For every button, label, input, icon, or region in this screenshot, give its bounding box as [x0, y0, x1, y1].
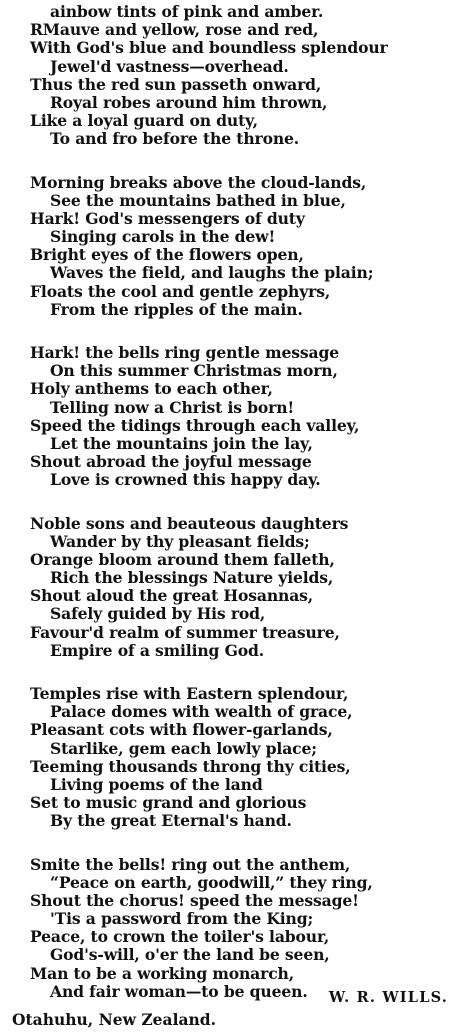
- poem-line: ainbow tints of pink and amber.: [50, 2, 324, 21]
- stanza-gap: [0, 831, 454, 856]
- poem-line: Let the mountains join the lay,: [50, 433, 313, 453]
- poem-line: Favour'd realm of summer treasure,: [30, 622, 340, 642]
- poem-line: God's-will, o'er the land be seen,: [50, 945, 330, 965]
- stanza: [0, 344, 454, 490]
- poem-line: See the mountains bathed in blue,: [50, 190, 346, 210]
- stanza: [0, 174, 454, 320]
- poem-line: Morning breaks above the cloud-lands,: [30, 172, 367, 192]
- poem-line: By the great Eternal's hand.: [50, 811, 292, 831]
- place-line: Otahuhu, New Zealand.: [12, 1010, 216, 1029]
- poem-line: Set to music grand and glorious: [30, 793, 307, 813]
- poem-line: Orange bloom around them falleth,: [30, 549, 335, 569]
- poem-line: Holy anthems to each other,: [30, 379, 273, 399]
- poem-line: Smite the bells! ring out the anthem,: [30, 854, 351, 874]
- stanza-gap: [0, 490, 454, 515]
- poem-line: Singing carols in the dew!: [50, 227, 276, 247]
- poem-line: Speed the tidings through each valley,: [30, 415, 360, 435]
- poem-line: Love is crowned this happy day.: [50, 470, 321, 490]
- poem-line: 'Tis a password from the King;: [50, 909, 314, 929]
- poem-line: Teeming thousands throng thy cities,: [30, 756, 351, 776]
- stanza: [0, 3, 454, 149]
- poem-body: [0, 3, 454, 1001]
- poem-line: Telling now a Christ is born!: [50, 397, 295, 417]
- poem-line: Peace, to crown the toiler's labour,: [30, 927, 330, 947]
- stanza-gap: [0, 319, 454, 344]
- poem-line: Noble sons and beauteous daughters: [30, 513, 349, 533]
- poem-line: Man to be a working monarch,: [30, 963, 295, 983]
- poem-line: Palace domes with wealth of grace,: [50, 702, 353, 722]
- poem-line: From the ripples of the main.: [50, 299, 303, 319]
- poem-line: Thus the red sun passeth onward,: [30, 74, 322, 94]
- poem-line: Jewel'd vastness—overhead.: [50, 56, 289, 76]
- poem-line: And fair woman—to be queen.: [50, 981, 308, 1001]
- poem-line: RMauve and yellow, rose and red,: [30, 20, 319, 40]
- poem-line: To and fro before the throne.: [50, 129, 300, 149]
- poem-line: Living poems of the land: [50, 774, 263, 794]
- poem-line: “Peace on earth, goodwill,” they ring,: [50, 872, 373, 892]
- poem-line: Wander by thy pleasant fields;: [50, 531, 310, 551]
- poem-line: Hark! God's messengers of duty: [30, 208, 305, 228]
- author-signature: W. R. WILLS.: [328, 989, 448, 1006]
- poem-line: Royal robes around him thrown,: [50, 92, 328, 112]
- stanza-gap: [0, 149, 454, 174]
- poem-line: Pleasant cots with flower-garlands,: [30, 720, 333, 740]
- poem-line: Temples rise with Eastern splendour,: [30, 684, 349, 703]
- stanza: [0, 685, 454, 831]
- poem-line: On this summer Christmas morn,: [50, 361, 338, 381]
- poem-line: Waves the field, and laughs the plain;: [50, 263, 374, 283]
- poem-line: Safely guided by His rod,: [50, 604, 266, 624]
- poem-line: Shout the chorus! speed the message!: [30, 890, 359, 910]
- stanza: [0, 515, 454, 661]
- poem-line: Like a loyal guard on duty,: [30, 111, 258, 131]
- poem-line: Shout abroad the joyful message: [30, 452, 312, 472]
- poem-line: Starlike, gem each lowly place;: [50, 738, 317, 758]
- poem-line: Shout aloud the great Hosannas,: [30, 586, 314, 606]
- poem-line: Floats the cool and gentle zephyrs,: [30, 281, 331, 301]
- poem-line: Bright eyes of the flowers open,: [30, 245, 304, 265]
- poem-line: Empire of a smiling God.: [50, 640, 265, 660]
- stanza: [0, 856, 454, 1002]
- poem-line: Rich the blessings Nature yields,: [50, 568, 334, 588]
- poem-line: With God's blue and boundless splendour: [30, 38, 388, 58]
- poem-line: Hark! the bells ring gentle message: [30, 343, 340, 362]
- stanza-gap: [0, 660, 454, 685]
